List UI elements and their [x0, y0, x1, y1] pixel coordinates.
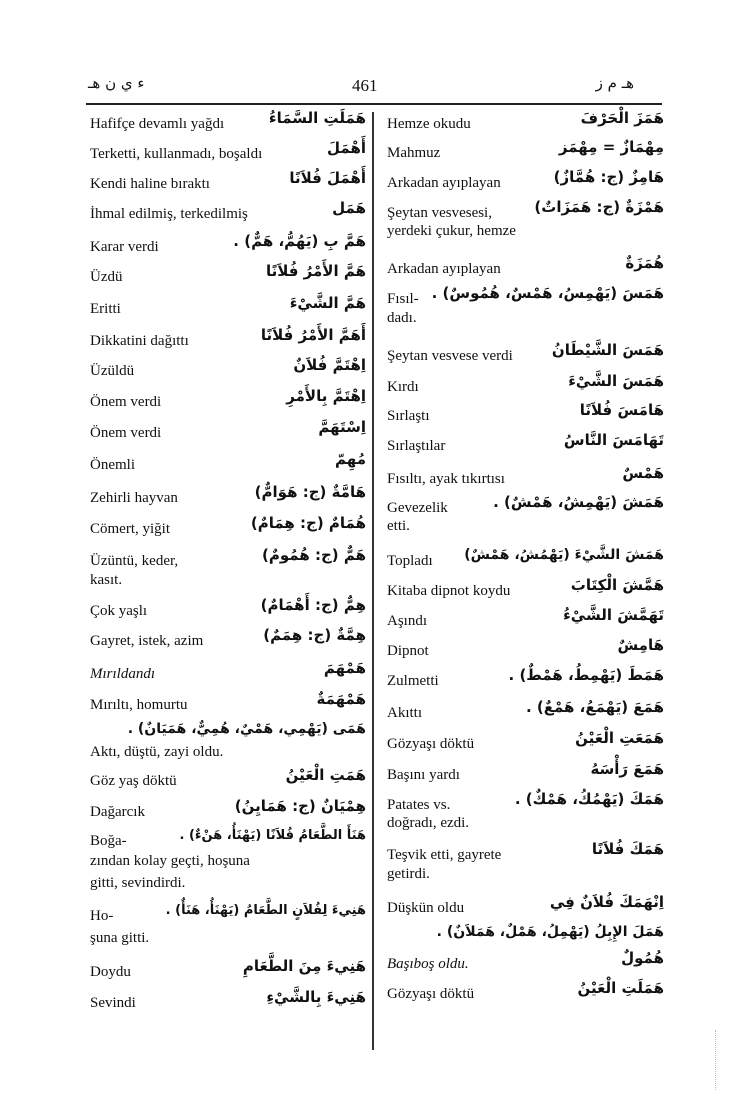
arabic-headword: هَامَسَ فُلاَنًا: [579, 401, 664, 419]
turkish-meaning: Göz yaş döktü: [90, 773, 177, 789]
turkish-meaning: Cömert, yiğit: [90, 521, 170, 537]
turkish-meaning: Mahmuz: [387, 145, 441, 161]
dictionary-entry: [90, 658, 366, 689]
dictionary-entry: [90, 765, 366, 796]
dictionary-entry: [387, 892, 664, 920]
arabic-headword: هَمَكَ فُلاَنًا: [591, 840, 664, 858]
meaning-continuation: kasıt.: [90, 572, 123, 588]
arabic-headword: هَمَشَ (يَهْمِشُ، هَمْشٌ) .: [493, 493, 664, 511]
dictionary-entry: [387, 108, 664, 137]
arabic-headword: هَامِشٌ: [617, 636, 664, 654]
turkish-meaning: Sırlaştılar: [387, 438, 446, 454]
turkish-meaning: Kırdı: [387, 379, 419, 395]
dictionary-entry: [90, 595, 366, 625]
dictionary-entry: [387, 253, 664, 283]
meaning-continuation: gitti, sevindirdi.: [90, 875, 186, 891]
arabic-headword: مُهِمّ: [335, 450, 366, 468]
arabic-headword: هَمْهَمَةٌ: [316, 690, 366, 708]
arabic-headword: هُمَامٌ (ج: هِمَامٌ): [250, 514, 366, 532]
meaning-continuation: yerdeki çukur, hemze: [387, 223, 516, 239]
dictionary-entry: [90, 956, 366, 987]
dictionary-entry: [387, 789, 664, 839]
dictionary-entry: [90, 717, 366, 765]
arabic-conjugation-line: هَمَلَ الإِبِلُ (يَهْمِلُ، هَمْلٌ، هَمَلاَنٌ) .: [436, 924, 664, 940]
turkish-meaning: Arkadan ayıplayan: [387, 261, 501, 277]
turkish-meaning: Üzdü: [90, 269, 123, 285]
dictionary-entry: [90, 417, 366, 449]
dictionary-entry: [387, 371, 664, 400]
dictionary-entry: [387, 665, 664, 697]
turkish-meaning: Fısıl-: [387, 291, 419, 307]
turkish-meaning: Önemli: [90, 457, 135, 473]
arabic-headword: هَمَسَ الشَّيْءَ: [568, 372, 664, 390]
dictionary-entry: [90, 325, 366, 355]
turkish-meaning: Topladı: [387, 553, 433, 569]
turkish-meaning: Önem verdi: [90, 394, 162, 410]
arabic-headword: هَمَشَ الشَّيْءَ (يَهْمُشُ، هَمْشٌ): [464, 547, 664, 563]
dictionary-entry: [387, 978, 664, 1008]
arabic-headword: اِسْتَهَمَّ: [318, 418, 366, 436]
dictionary-entry: [90, 987, 366, 1017]
turkish-meaning: Önem verdi: [90, 425, 162, 441]
column-divider: [372, 112, 374, 1050]
arabic-headword: تَهَامَسَ النَّاسُ: [563, 431, 664, 449]
dictionary-entry: [387, 605, 664, 635]
turkish-meaning: Akıttı: [387, 705, 423, 721]
dictionary-entry: [90, 689, 366, 717]
left-column: [90, 108, 366, 1017]
turkish-meaning: Gözyaşı döktü: [387, 986, 475, 1002]
dictionary-entry: [90, 513, 366, 545]
dictionary-entry: [387, 463, 664, 492]
dictionary-entry: [90, 231, 366, 261]
header-left-letters: ء ي ن هـ: [88, 74, 145, 92]
turkish-meaning: Kitaba dipnot koydu: [387, 583, 511, 599]
dictionary-entry: [387, 728, 664, 759]
turkish-meaning: Kendi haline bıraktı: [90, 176, 210, 192]
turkish-meaning: Teşvik etti, gayrete: [387, 847, 502, 863]
meaning-continuation: şuna gitti.: [90, 930, 150, 946]
turkish-meaning: Boğa-: [90, 833, 127, 849]
turkish-meaning: Dikkatini dağıttı: [90, 333, 189, 349]
turkish-meaning: Başıboş oldu.: [387, 956, 469, 972]
turkish-meaning: Şeytan vesvese verdi: [387, 348, 513, 364]
arabic-headword: اِهْتَمَّ بِالأَمْرِ: [286, 387, 366, 405]
header-right-letters: هـ م ز: [595, 74, 634, 92]
turkish-meaning: Doydu: [90, 964, 131, 980]
dictionary-entry: [387, 839, 664, 892]
arabic-headword: اِهْتَمَّ فُلاَنٌ: [293, 356, 366, 374]
arabic-headword: هِمَّةٌ (ج: هِمَمٌ): [263, 626, 366, 644]
turkish-meaning: Patates vs.: [387, 797, 451, 813]
dictionary-entry: [387, 545, 664, 575]
scan-artifact: [711, 1030, 716, 1090]
arabic-headword: هَمْزَةٌ (ج: هَمَزَاتٌ): [534, 198, 664, 216]
arabic-headword: هِمْيَانٌ (ج: هَمَايِنُ): [234, 797, 366, 815]
arabic-headword: أَهْمَلَ فُلاَنًا: [289, 169, 366, 187]
turkish-meaning: Karar verdi: [90, 239, 159, 255]
meaning-continuation: getirdi.: [387, 866, 430, 882]
arabic-headword: أَهَمَّ الأَمْرُ فُلاَنًا: [260, 326, 366, 344]
dictionary-entry: [90, 355, 366, 386]
arabic-headword: هَمَكَ (يَهْمُكُ، هَمْكٌ) .: [514, 790, 664, 808]
dictionary-entry: [387, 635, 664, 665]
turkish-meaning: Hafifçe devamlı yağdı: [90, 116, 225, 132]
arabic-headword: تَهَمَّشَ الشَّيْءُ: [563, 606, 664, 624]
header-rule: [86, 103, 662, 105]
turkish-meaning: Dağarcık: [90, 804, 145, 820]
dictionary-entry: [90, 293, 366, 325]
arabic-headword: هَمَتِ الْعَيْنُ: [285, 766, 366, 784]
arabic-headword: هَمَعَ رَأْسَهُ: [590, 760, 664, 778]
dictionary-entry: [90, 449, 366, 482]
dictionary-entry: [90, 625, 366, 658]
dictionary-entry: [90, 825, 366, 900]
turkish-meaning: Gözyaşı döktü: [387, 736, 475, 752]
dictionary-entry: [90, 261, 366, 293]
dictionary-entry: [90, 482, 366, 513]
arabic-headword: هَمَطَ (يَهْمِطُ، هَمْطٌ) .: [508, 666, 664, 684]
arabic-headword: هُمُولٌ: [621, 949, 664, 967]
meaning-continuation: doğradı, ezdi.: [387, 815, 470, 831]
turkish-meaning: Sırlaştı: [387, 408, 430, 424]
page-number: 461: [352, 76, 378, 95]
arabic-headword: هَمَسَ الشَّيْطَانُ: [551, 341, 664, 359]
turkish-meaning: Gayret, istek, azim: [90, 633, 204, 649]
dictionary-entry: [387, 492, 664, 545]
turkish-meaning: Şeytan vesvesesi,: [387, 205, 492, 221]
turkish-meaning: Hemze okudu: [387, 116, 471, 132]
arabic-headword: هَمَلَتِ السَّمَاءُ: [268, 109, 366, 127]
arabic-headword: هَمَّ الشَّيْءَ: [289, 294, 366, 312]
arabic-headword: مِهْمَازٌ = مِهْمَز: [558, 138, 664, 156]
turkish-meaning: Fısıltı, ayak tıkırtısı: [387, 471, 505, 487]
dictionary-entry: [90, 796, 366, 825]
dictionary-entry: [90, 545, 366, 595]
arabic-headword: هَمْهَمَ: [323, 659, 366, 677]
right-column: [387, 108, 664, 1008]
arabic-headword: هَمَّ الأَمْرُ فُلاَنًا: [265, 262, 366, 280]
arabic-headword: هَمْسٌ: [622, 464, 664, 482]
turkish-meaning: Terketti, kullanmadı, boşaldı: [90, 146, 263, 162]
arabic-headword: هَامِزٌ (ج: هُمَّازٌ): [553, 168, 664, 186]
dictionary-entry: [90, 108, 366, 138]
arabic-headword: هَمَعَتِ الْعَيْنُ: [575, 729, 664, 747]
meaning-continuation: dadı.: [387, 310, 417, 326]
turkish-meaning: Üzüldü: [90, 363, 135, 379]
page-header: [0, 74, 730, 102]
turkish-meaning: Zehirli hayvan: [90, 490, 178, 506]
dictionary-entry: [387, 920, 664, 948]
arabic-conjugation-line: هَمَى (يَهْمِي، هَمْيٌ، هُمِيٌّ، هَمَيَانٌ) .: [127, 721, 366, 737]
arabic-headword: هَمٌّ (ج: هُمُومٌ): [262, 546, 366, 564]
dictionary-entry: [387, 137, 664, 167]
arabic-headword: هَمَّشَ الْكِتَابَ: [570, 576, 664, 594]
dictionary-entry: [387, 948, 664, 978]
turkish-meaning: Sevindi: [90, 995, 136, 1011]
dictionary-entry: [387, 697, 664, 728]
turkish-meaning: Ho-: [90, 908, 114, 924]
arabic-headword: هُمَزَةٌ: [625, 254, 664, 272]
turkish-meaning: Arkadan ayıplayan: [387, 175, 501, 191]
turkish-meaning: Düşkün oldu: [387, 900, 465, 916]
dictionary-entry: [90, 138, 366, 168]
arabic-headword: هَمَزَ الْحَرْفَ: [580, 109, 664, 127]
dictionary-entry: [90, 900, 366, 956]
arabic-headword: هَمَسَ (يَهْمِسُ، هَمْسٌ، هُمُوسٌ) .: [431, 284, 664, 302]
arabic-headword: هَنَأَ الطَّعَامُ فُلاَنًا (يَهْنَأُ، هَنْءٌ) .: [179, 828, 366, 843]
turkish-meaning: Eritti: [90, 301, 121, 317]
dictionary-entry: [387, 430, 664, 463]
turkish-meaning: Zulmetti: [387, 673, 439, 689]
turkish-meaning: İhmal edilmiş, terkedilmiş: [90, 206, 248, 222]
arabic-headword: هَامَّةٌ (ج: هَوَامٌّ): [254, 483, 366, 501]
dictionary-entry: [387, 167, 664, 197]
turkish-meaning: Çok yaşlı: [90, 603, 148, 619]
turkish-meaning: Mırıltı, homurtu: [90, 697, 188, 713]
arabic-headword: هَمَّ بِ (يَهُمُّ، هَمٌّ) .: [233, 232, 366, 250]
turkish-meaning: Aşındı: [387, 613, 428, 629]
arabic-headword: هَنِيءَ بِالشَّيْءِ: [266, 988, 366, 1006]
arabic-headword: هَمَل: [332, 199, 366, 217]
arabic-headword: هِمٌّ (ج: أَهْمَامٌ): [260, 596, 366, 614]
turkish-meaning: Gevezelik: [387, 500, 448, 516]
dictionary-entry: [387, 340, 664, 371]
dictionary-entry: [387, 575, 664, 605]
turkish-meaning: Başını yardı: [387, 767, 460, 783]
dictionary-entry: [90, 168, 366, 198]
dictionary-entry: [387, 400, 664, 430]
turkish-meaning: Mırıldandı: [90, 666, 156, 682]
arabic-headword: اِنْهَمَكَ فُلاَنٌ فِي: [549, 893, 664, 911]
turkish-meaning: Üzüntü, keder,: [90, 553, 179, 569]
dictionary-entry: [387, 197, 664, 253]
dictionary-entry: [387, 759, 664, 789]
arabic-headword: هَنِيءَ مِنَ الطَّعَامِ: [242, 957, 366, 975]
meaning-continuation: zından kolay geçti, hoşuna: [90, 853, 250, 869]
turkish-meaning: Aktı, düştü, zayi oldu.: [90, 744, 224, 760]
arabic-headword: هَمَعَ (يَهْمَعُ، هَمْعٌ) .: [525, 698, 664, 716]
dictionary-entry: [90, 198, 366, 231]
arabic-headword: أَهْمَلَ: [327, 139, 366, 157]
dictionary-entry: [90, 386, 366, 417]
arabic-headword: هَنِيءَ لِفُلاَنٍ الطَّعَامُ (يَهْنَأُ، هَنَأٌ) .: [165, 903, 366, 918]
turkish-meaning: Dipnot: [387, 643, 429, 659]
meaning-continuation: etti.: [387, 518, 410, 534]
dictionary-entry: [387, 283, 664, 340]
arabic-headword: هَمَلَتِ الْعَيْنُ: [577, 979, 664, 997]
